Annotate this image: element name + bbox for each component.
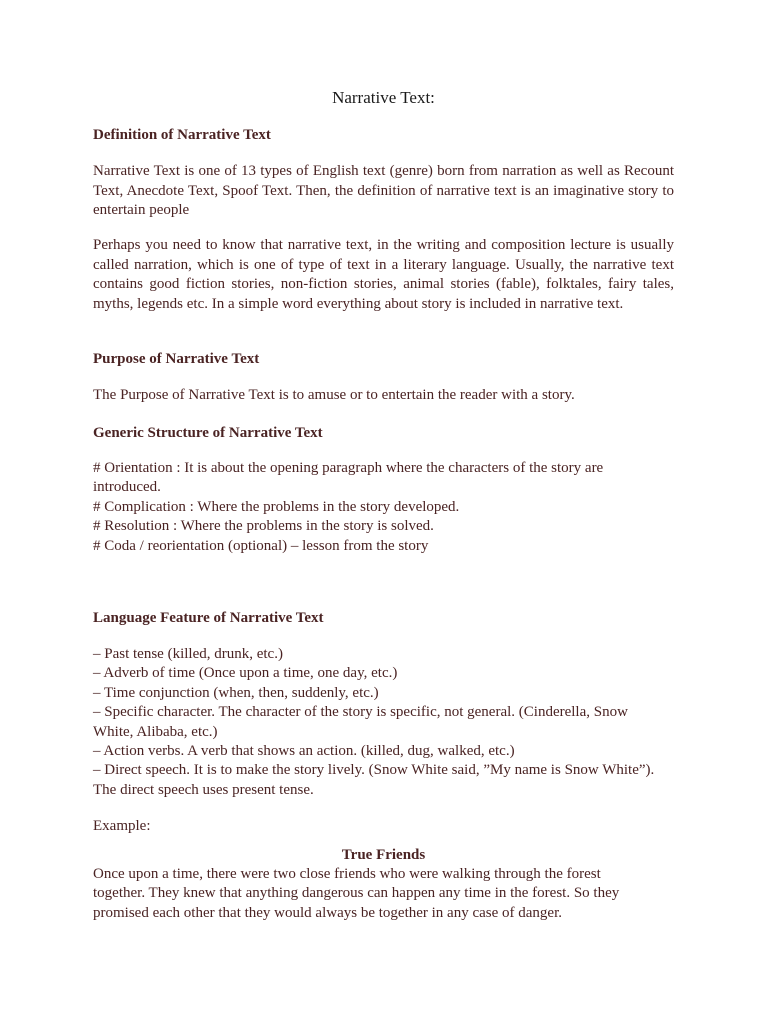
- language-heading: Language Feature of Narrative Text: [93, 610, 324, 626]
- structure-list: [93, 459, 674, 556]
- language-feature-line: – Past tense (killed, drunk, etc.): [93, 646, 283, 662]
- structure-heading: Generic Structure of Narrative Text: [93, 425, 323, 441]
- language-feature-line: – Time conjunction (when, then, suddenly, etc.): [93, 684, 379, 701]
- definition-paragraph-1: Narrative Text is one of 13 types of English text (genre) born from narration as well as Recount Text, Anecdote Text, Spoof Text. Then, the definition of narrative text is an imaginative story to entertain people: [93, 163, 674, 219]
- definition-paragraph-2: Perhaps you need to know that narrative text, in the writing and composition lecture is usually called narration, which is one of type of text in a literary language. Usually, the narrative text contains good fiction stories, non-fiction stories, animal stories (fable), folktales, fairy tales, myths, legends etc. In a simple word everything about story is included in narrative text.: [93, 237, 674, 312]
- purpose-heading: Purpose of Narrative Text: [93, 351, 260, 367]
- document-title: Narrative Text:: [332, 88, 435, 107]
- structure-line: # Resolution : Where the problems in the story is solved.: [93, 518, 434, 535]
- structure-line: # Orientation : It is about the opening paragraph where the characters of the story are: [93, 460, 604, 476]
- structure-line: # Complication : Where the problems in the story developed.: [93, 498, 460, 515]
- story-line: promised each other that they would always be together in any case of danger.: [93, 904, 563, 921]
- example-label: Example:: [93, 818, 151, 834]
- language-feature-line: The direct speech uses present tense.: [93, 781, 314, 798]
- language-feature-line: – Action verbs. A verb that shows an action. (killed, dug, walked, etc.): [93, 743, 515, 760]
- purpose-text: The Purpose of Narrative Text is to amuse or to entertain the reader with a story.: [93, 387, 575, 403]
- story-line: together. They knew that anything dangerous can happen any time in the forest. So they: [93, 885, 620, 902]
- structure-line: # Coda / reorientation (optional) – lesson from the story: [93, 537, 429, 554]
- story-line: Once upon a time, there were two close friends who were walking through the forest: [93, 866, 601, 882]
- story-text: [93, 865, 674, 923]
- structure-line: introduced.: [93, 479, 161, 496]
- definition-heading: Definition of Narrative Text: [93, 127, 271, 143]
- language-feature-line: White, Alibaba, etc.): [93, 723, 218, 740]
- language-feature-line: – Adverb of time (Once upon a time, one day, etc.): [93, 665, 398, 682]
- language-feature-list: [93, 645, 674, 800]
- language-feature-line: – Specific character. The character of the story is specific, not general. (Cinderella, Snow: [93, 704, 628, 721]
- language-feature-line: – Direct speech. It is to make the story lively. (Snow White said, ”My name is Snow White”).: [93, 762, 655, 779]
- story-title: True Friends: [341, 847, 426, 863]
